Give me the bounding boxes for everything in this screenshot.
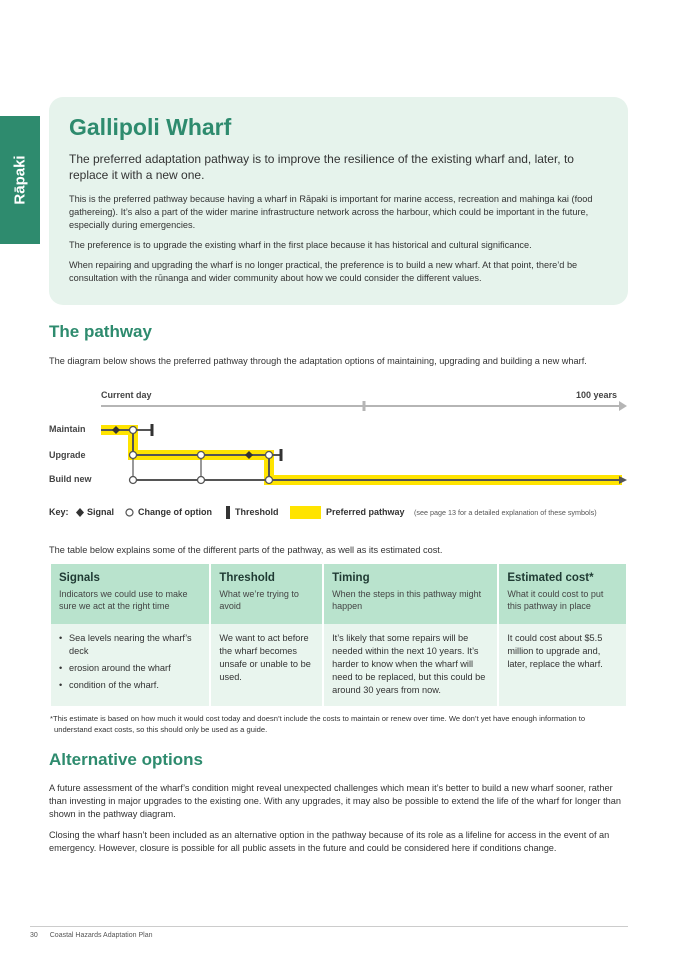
column-timing — [324, 564, 497, 624]
timeline-end-label: 100 years — [575, 390, 617, 400]
key-change-option: Change of option — [138, 507, 212, 517]
row-label-upgrade: Upgrade — [49, 450, 86, 460]
row-label-maintain: Maintain — [49, 424, 86, 434]
alternatives-paragraph-2: Closing the wharf hasn’t been included as an alternative option in the pathway because of its role as a lifeline for access in the event of an emergency. However, closure is possible for all public assets in the future and could be considered here if conditions change. — [49, 830, 610, 853]
row-label-build-new: Build new — [49, 474, 92, 484]
signal-item: • erosion around the wharf — [59, 662, 201, 675]
section-side-tab — [0, 116, 40, 244]
column-threshold — [211, 564, 322, 624]
threshold-cell: We want to act before the wharf becomes unsafe or unable to be used. — [211, 624, 322, 706]
change-option-marker-7 — [266, 477, 273, 484]
intro-paragraph-3: When repairing and upgrading the wharf is no longer practical, the preference is to build a new wharf. At that point, there’d be consultation with the rūnanga and wider community about how we could consider the different values. — [69, 260, 578, 283]
column-heading: Signals — [59, 572, 100, 584]
column-cost — [499, 564, 626, 624]
signal-item: • Sea levels nearing the wharf’s deck — [59, 632, 201, 658]
column-subheading: What we’re trying to avoid — [219, 589, 299, 611]
page-footer — [30, 932, 162, 939]
diagram-key — [49, 505, 629, 521]
timeline-start-label: Current day — [101, 390, 152, 400]
change-option-marker-1 — [130, 427, 137, 434]
column-heading: Timing — [332, 572, 370, 584]
page-number: 30 — [30, 932, 38, 939]
timing-cell: It’s likely that some repairs will be needed within the next 10 years. It’s harder to know when the wharf will need to be replaced, but this could be around 30 years from now. — [324, 624, 497, 706]
change-option-icon — [125, 508, 134, 517]
table-header-row — [51, 564, 626, 624]
table-intro: The table below explains some of the different parts of the pathway, as well as its estimated cost. — [49, 545, 443, 555]
column-heading: Estimated cost* — [507, 572, 594, 584]
intro-paragraph-2: The preference is to upgrade the existing wharf in the first place because it has historical and cultural significance. — [69, 240, 532, 250]
intro-paragraph-1: This is the preferred pathway because having a wharf in Rāpaki is important for marine access, recreation and mahinga kai (food gathereing). It’s also a part of the wider marine infrastructure network across the harbour, which could be important in the future, especially during emergencies. — [69, 194, 593, 230]
table-footnote: *This estimate is based on how much it would cost today and doesn’t include the costs to maintain or renew over time. We don’t yet have enough information to understand exact costs, so this should only be used as a guide. — [50, 714, 586, 734]
column-subheading: Indicators we could use to make sure we act at the right time — [59, 589, 188, 611]
key-signal: Signal — [87, 507, 115, 517]
pathway-svg — [49, 388, 629, 518]
intro-lead: The preferred adaptation pathway is to improve the resilience of the existing wharf and, later, to replace it with a new one. — [69, 152, 574, 182]
pathway-heading: The pathway — [49, 322, 152, 341]
alternatives-paragraph-1: A future assessment of the wharf’s condition might reveal unexpected challenges which mean it’s better to build a new wharf sooner, rather than investing in major upgrades to the existing one. With any upgrades, it may also be possible to extend the life of the wharf for longer than shown in the pathway diagram. — [49, 783, 622, 819]
column-heading: Threshold — [219, 572, 275, 584]
change-option-marker-2 — [130, 452, 137, 459]
pathway-table — [49, 564, 628, 706]
pathway-diagram — [49, 388, 629, 518]
signal-item: • condition of the wharf. — [59, 679, 201, 692]
change-option-marker-3 — [198, 452, 205, 459]
signals-cell — [51, 624, 209, 706]
key-preferred-pathway: Preferred pathway — [326, 507, 405, 517]
side-tab-label: Rāpaki — [11, 155, 29, 205]
signal-icon — [76, 508, 84, 517]
alternatives-heading: Alternative options — [49, 750, 203, 769]
cost-cell: It could cost about $5.5 million to upgrade and, later, replace the wharf. — [499, 624, 626, 706]
footer-divider — [30, 926, 628, 927]
key-note: (see page 13 for a detailed explanation of these symbols) — [414, 508, 597, 517]
footer-title: Coastal Hazards Adaptation Plan — [49, 932, 153, 939]
column-signals — [51, 564, 209, 624]
table-row — [51, 624, 626, 706]
threshold-icon — [226, 506, 230, 519]
change-option-marker-5 — [130, 477, 137, 484]
preferred-pathway-swatch — [290, 506, 321, 519]
column-subheading: What it could cost to put this pathway in place — [507, 589, 604, 611]
change-option-marker-6 — [198, 477, 205, 484]
pathway-intro: The diagram below shows the preferred pathway through the adaptation options of maintaining, upgrading and building a new wharf. — [49, 356, 587, 366]
build-new-arrow — [619, 476, 627, 484]
intro-box — [49, 97, 628, 305]
key-label: Key: — [49, 507, 69, 517]
timeline-arrow — [619, 401, 627, 411]
key-threshold: Threshold — [235, 507, 279, 517]
page-title: Gallipoli Wharf — [69, 114, 232, 140]
change-option-marker-4 — [266, 452, 273, 459]
column-subheading: When the steps in this pathway might happen — [332, 589, 482, 611]
